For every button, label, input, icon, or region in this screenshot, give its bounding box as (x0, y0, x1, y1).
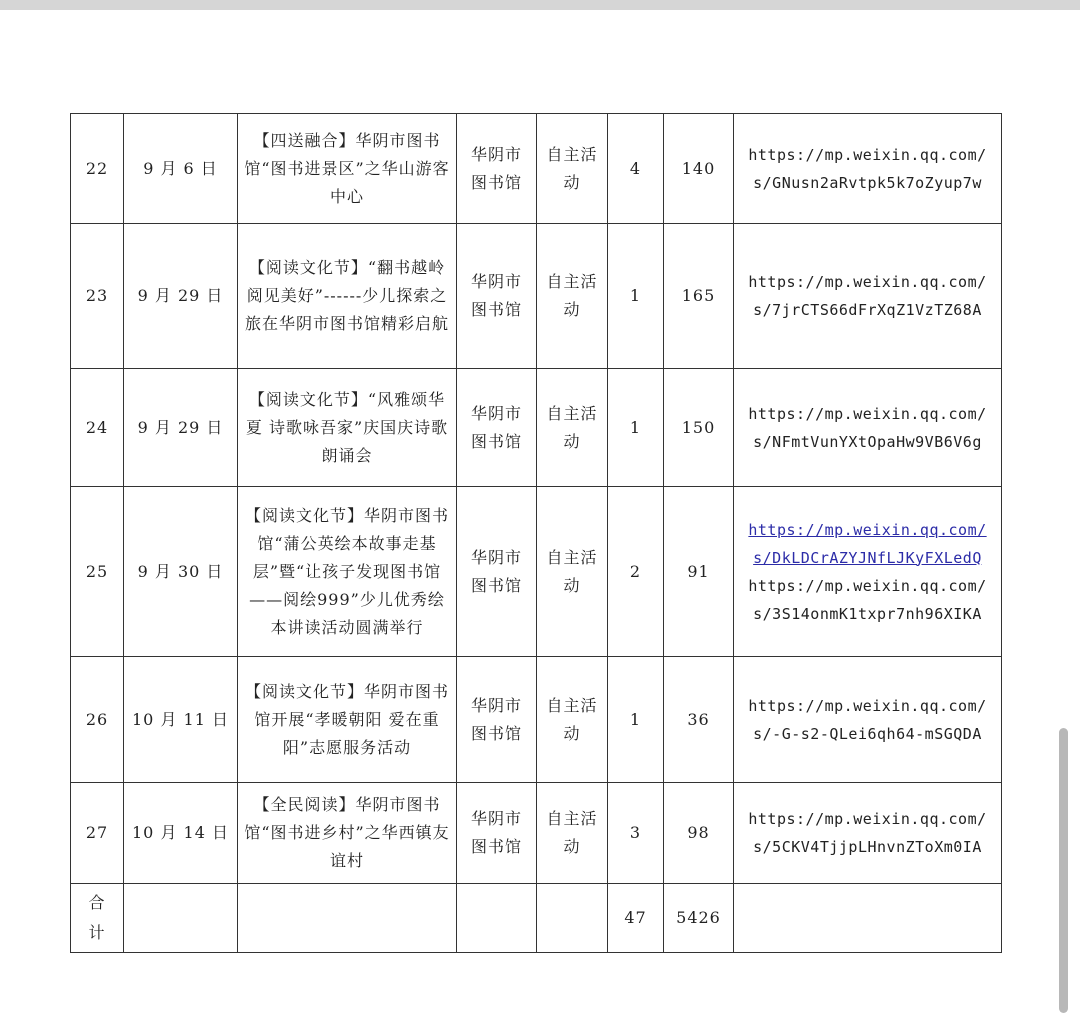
activity-table (70, 113, 1002, 953)
activity-title: 【四送融合】华阴市图书馆“图书进景区”之华山游客中心 (238, 114, 457, 224)
link-cell (734, 224, 1002, 369)
link-text: s/5CKV4TjjpLHnvnZToXm0IA (753, 838, 982, 856)
activity-date: 9 月 29 日 (124, 224, 238, 369)
activity-count: 3 (608, 783, 664, 884)
activity-date: 9 月 6 日 (124, 114, 238, 224)
participant-count: 150 (664, 369, 734, 487)
link-cell (734, 657, 1002, 783)
activity-title: 【阅读文化节】“风雅颂华夏 诗歌咏吾家”庆国庆诗歌朗诵会 (238, 369, 457, 487)
scrollbar-thumb[interactable] (1059, 728, 1068, 1013)
participant-count: 140 (664, 114, 734, 224)
organizer: 华阴市图书馆 (457, 114, 537, 224)
link-text: https://mp.weixin.qq.com/ (748, 576, 987, 595)
link-text: https://mp.weixin.qq.com/ (748, 404, 987, 423)
link-text: s/3S14onmK1txpr7nh96XIKA (753, 604, 982, 623)
table-row (71, 657, 1002, 783)
organizer: 华阴市图书馆 (457, 783, 537, 884)
table-row (71, 783, 1002, 884)
total-label: 合计 (71, 884, 124, 953)
article-link[interactable]: https://mp.weixin.qq.com/ (748, 520, 987, 539)
participant-count: 91 (664, 487, 734, 657)
empty-cell (537, 884, 608, 953)
table-row (71, 369, 1002, 487)
activity-count: 1 (608, 657, 664, 783)
activity-title: 【阅读文化节】“翻书越岭 阅见美好”------少儿探索之旅在华阴市图书馆精彩启航 (238, 224, 457, 369)
organizer: 华阴市图书馆 (457, 224, 537, 369)
organizer: 华阴市图书馆 (457, 657, 537, 783)
table-row (71, 487, 1002, 657)
row-number: 23 (71, 224, 124, 369)
table-row (71, 114, 1002, 224)
empty-cell (734, 884, 1002, 953)
empty-cell (124, 884, 238, 953)
total-count: 47 (608, 884, 664, 953)
activity-count: 1 (608, 224, 664, 369)
link-cell (734, 783, 1002, 884)
activity-title: 【全民阅读】华阴市图书馆“图书进乡村”之华西镇友谊村 (238, 783, 457, 884)
row-number: 25 (71, 487, 124, 657)
activity-type: 自主活动 (537, 224, 608, 369)
row-number: 26 (71, 657, 124, 783)
link-cell (734, 369, 1002, 487)
total-people: 5426 (664, 884, 734, 953)
activity-date: 9 月 30 日 (124, 487, 238, 657)
activity-count: 4 (608, 114, 664, 224)
activity-count: 2 (608, 487, 664, 657)
link-text: s/GNusn2aRvtpk5k7oZyup7w (753, 173, 982, 192)
empty-cell (457, 884, 537, 953)
link-text: s/-G-s2-QLei6qh64-mSGQDA (753, 724, 982, 743)
empty-cell (238, 884, 457, 953)
link-text: https://mp.weixin.qq.com/ (748, 273, 987, 291)
top-status-bar (0, 0, 1080, 10)
activity-title: 【阅读文化节】华阴市图书馆开展“孝暖朝阳 爱在重阳”志愿服务活动 (238, 657, 457, 783)
table-row (71, 224, 1002, 369)
link-cell (734, 487, 1002, 657)
row-number: 24 (71, 369, 124, 487)
activity-title: 【阅读文化节】华阴市图书馆“蒲公英绘本故事走基层”暨“让孩子发现图书馆——阅绘999”少儿优秀绘本讲读活动圆满举行 (238, 487, 457, 657)
activity-date: 9 月 29 日 (124, 369, 238, 487)
activity-type: 自主活动 (537, 487, 608, 657)
link-text: https://mp.weixin.qq.com/ (748, 145, 987, 164)
link-text: s/7jrCTS66dFrXqZ1VzTZ68A (753, 301, 982, 319)
row-number: 22 (71, 114, 124, 224)
total-row (71, 884, 1002, 953)
activity-type: 自主活动 (537, 657, 608, 783)
link-text: https://mp.weixin.qq.com/ (748, 810, 987, 828)
article-link[interactable]: s/DkLDCrAZYJNfLJKyFXLedQ (753, 548, 982, 567)
activity-date: 10 月 11 日 (124, 657, 238, 783)
activity-type: 自主活动 (537, 783, 608, 884)
participant-count: 165 (664, 224, 734, 369)
link-text: https://mp.weixin.qq.com/ (748, 696, 987, 715)
participant-count: 36 (664, 657, 734, 783)
row-number: 27 (71, 783, 124, 884)
participant-count: 98 (664, 783, 734, 884)
activity-count: 1 (608, 369, 664, 487)
link-text: s/NFmtVunYXtOpaHw9VB6V6g (753, 432, 982, 451)
organizer: 华阴市图书馆 (457, 369, 537, 487)
link-cell (734, 114, 1002, 224)
activity-type: 自主活动 (537, 369, 608, 487)
activity-type: 自主活动 (537, 114, 608, 224)
organizer: 华阴市图书馆 (457, 487, 537, 657)
activity-date: 10 月 14 日 (124, 783, 238, 884)
